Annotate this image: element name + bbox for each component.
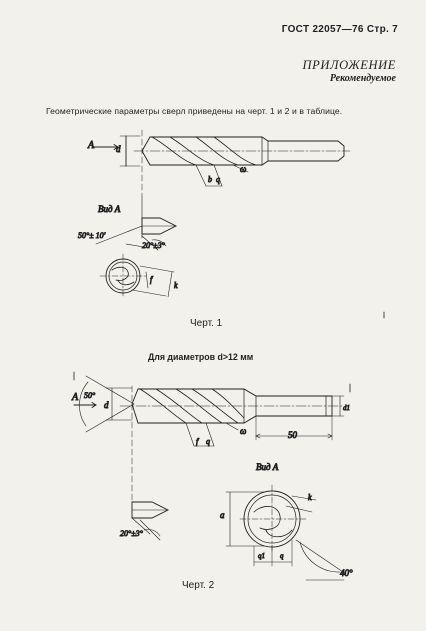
fig1-angle-50: 50°± 10' [78,231,106,240]
fig1-label-q: q [216,175,220,184]
fig2-label-k: k [308,493,312,502]
fig2-angle-40: 40° [340,568,353,578]
fig2-label-q1: q1 [258,552,265,560]
fig1-view-label: Вид А [98,204,121,214]
fig2-label-omega: ω [240,426,247,436]
fig2-angle-20: 20°±3° [120,529,143,538]
fig2-label-a-view: a [220,510,225,520]
appendix-subtitle: Рекомендуемое [329,73,396,84]
figure-2-drill-side-view [74,376,344,446]
fig2-label-q2: q [280,552,284,560]
fig1-label-f: f [150,275,153,284]
figure-2-end-view [226,485,346,580]
fig2-label-a: A [72,392,79,403]
fig2-label-d: d [104,400,109,410]
fig1-label-omega: ω [240,164,247,174]
fig2-label-f: f [196,437,199,446]
intro-paragraph: Геометрические параметры сверл приведены на черт. 1 и 2 и в таблице. [46,106,343,116]
figure-1-caption: Черт. 1 [190,318,223,329]
fig1-label-k: k [174,281,178,290]
section-subheading: Для диаметров d>12 мм [148,352,254,362]
fig2-view-label: Вид А [256,462,279,472]
fig1-label-b: b [208,175,212,184]
fig2-label-q: q [206,437,210,446]
figure-2-caption: Черт. 2 [182,580,215,591]
document-header: ГОСТ 22057—76 Стр. 7 [281,24,398,35]
fig1-angle-20: 20°±3° [142,241,165,250]
fig1-label-a: A [88,140,95,151]
fig2-angle-50: 50° [84,391,96,400]
fig2-label-50: 50 [288,430,297,440]
appendix-title: ПРИЛОЖЕНИЕ [302,58,396,72]
figure-1-drill-side-view [92,136,350,186]
figure-1-end-view [100,254,174,298]
fig1-label-d: d [116,144,121,154]
fig2-label-d1: d1 [343,404,350,412]
